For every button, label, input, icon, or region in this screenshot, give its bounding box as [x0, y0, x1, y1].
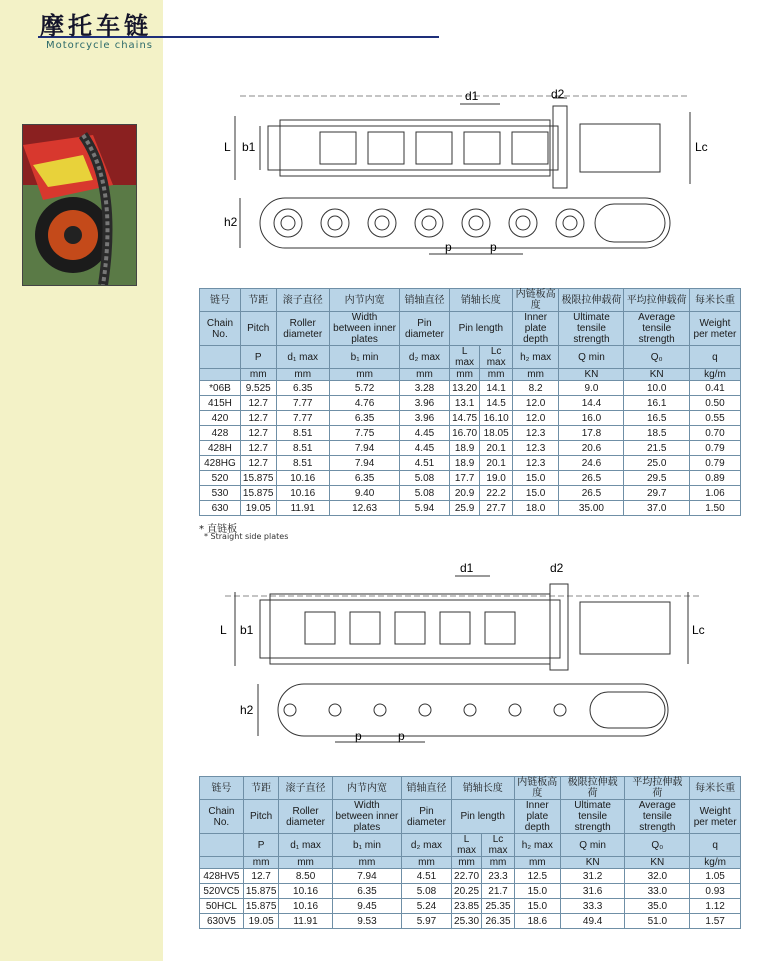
- header-en-4: Pin diameter: [402, 800, 451, 834]
- table-row: [200, 396, 741, 411]
- table-cell: 35.00: [559, 501, 624, 516]
- table-row: [200, 869, 741, 884]
- header-sym-9: q: [690, 834, 741, 857]
- h2-label: h2: [224, 215, 238, 229]
- table-cell: 630V5: [200, 914, 244, 929]
- table-cell: 1.05: [690, 869, 741, 884]
- table-row: [200, 456, 741, 471]
- table-cell: 11.91: [279, 914, 332, 929]
- header-cn-5: 销轴长度: [451, 777, 514, 800]
- header-unit-1: mm: [243, 857, 279, 869]
- table-cell: 10.16: [276, 486, 329, 501]
- table-cell: 3.96: [400, 396, 450, 411]
- table-cell: 16.5: [624, 411, 689, 426]
- table-cell: 9.40: [329, 486, 399, 501]
- header-en-1: Pitch: [240, 312, 276, 346]
- table-cell: 20.1: [480, 441, 512, 456]
- table-cell: 5.24: [402, 899, 451, 914]
- table-cell: 10.0: [624, 381, 689, 396]
- table-cell: 18.5: [624, 426, 689, 441]
- table-cell: 0.79: [689, 456, 740, 471]
- header-en-1: Pitch: [243, 800, 279, 834]
- Lc-label: Lc: [695, 140, 708, 154]
- header-cn-8: 平均拉伸载荷: [624, 289, 689, 312]
- header-cn-1: 节距: [240, 289, 276, 312]
- table-cell: 26.35: [482, 914, 514, 929]
- table-cell: 4.51: [402, 869, 451, 884]
- table-cell: 20.9: [449, 486, 480, 501]
- table-row: [200, 411, 741, 426]
- table-cell: 8.50: [279, 869, 332, 884]
- table-cell: 33.3: [560, 899, 625, 914]
- header-unit-6: mm: [512, 369, 559, 381]
- p-label-3: p: [355, 729, 362, 743]
- header-cn-5: 销轴长度: [449, 289, 512, 312]
- table-cell: 15.0: [512, 486, 559, 501]
- header-en-5: Pin length: [449, 312, 512, 346]
- table-cell: 15.0: [514, 884, 560, 899]
- table-cell: 12.7: [240, 426, 276, 441]
- table-cell: 3.96: [400, 411, 450, 426]
- table-cell: 24.6: [559, 456, 624, 471]
- table-row: [200, 884, 741, 899]
- table-cell: 35.0: [625, 899, 690, 914]
- header-cn-0: 链号: [200, 289, 241, 312]
- chain-diagram-1: [220, 86, 720, 266]
- table-cell: 0.41: [689, 381, 740, 396]
- table-cell: 12.3: [512, 426, 559, 441]
- table-cell: 1.12: [690, 899, 741, 914]
- header-sym-3: b₁ min: [332, 834, 402, 857]
- header-cn-0: 链号: [200, 777, 244, 800]
- table-cell: 22.2: [480, 486, 512, 501]
- header-en-8: Average tensile strength: [625, 800, 690, 834]
- table-cell: 21.5: [624, 441, 689, 456]
- header-unit-1: mm: [240, 369, 276, 381]
- table-cell: 428HV5: [200, 869, 244, 884]
- table-cell: 18.9: [449, 456, 480, 471]
- table-cell: 520: [200, 471, 241, 486]
- table-row: [200, 471, 741, 486]
- table-cell: 428H: [200, 441, 241, 456]
- table-cell: 16.0: [559, 411, 624, 426]
- table-cell: 15.875: [240, 486, 276, 501]
- note-cn: * 直链板: [199, 524, 238, 535]
- table-cell: 12.0: [512, 396, 559, 411]
- table-cell: 6.35: [329, 471, 399, 486]
- table-cell: 8.2: [512, 381, 559, 396]
- table-cell: 15.0: [514, 899, 560, 914]
- header-sym-4: d₂ max: [402, 834, 451, 857]
- header-cn-2: 滚子直径: [279, 777, 332, 800]
- header-sym-9: q: [689, 346, 740, 369]
- header-unit-8: KN: [625, 857, 690, 869]
- table-cell: 428: [200, 426, 241, 441]
- table-cell: 12.0: [512, 411, 559, 426]
- table-cell: 5.72: [329, 381, 399, 396]
- Lc-label-2: Lc: [692, 623, 705, 637]
- header-sym-1: P: [243, 834, 279, 857]
- table-cell: 3.28: [400, 381, 450, 396]
- table-cell: 15.875: [243, 884, 279, 899]
- table-cell: 31.6: [560, 884, 625, 899]
- table-cell: 25.35: [482, 899, 514, 914]
- L-label: L: [224, 140, 231, 154]
- table-cell: 7.94: [332, 869, 402, 884]
- table-cell: 9.53: [332, 914, 402, 929]
- table-cell: 16.70: [449, 426, 480, 441]
- table-cell: 420: [200, 411, 241, 426]
- table-cell: 630: [200, 501, 241, 516]
- header-sym-L: L max: [449, 346, 480, 369]
- header-cn-6: 内链板高度: [512, 289, 559, 312]
- table-cell: 18.9: [449, 441, 480, 456]
- header-sym-Lc: Lc max: [480, 346, 512, 369]
- header-cn-3: 内节内宽: [329, 289, 399, 312]
- table-cell: 1.06: [689, 486, 740, 501]
- header-en-7: Ultimate tensile strength: [560, 800, 625, 834]
- table-cell: 5.08: [402, 884, 451, 899]
- table-cell: 29.7: [624, 486, 689, 501]
- table-cell: 12.7: [240, 456, 276, 471]
- table-cell: 33.0: [625, 884, 690, 899]
- table-cell: 8.51: [276, 456, 329, 471]
- table-cell: 10.16: [279, 884, 332, 899]
- header-unit-7: KN: [559, 369, 624, 381]
- table-cell: 19.0: [480, 471, 512, 486]
- table-cell: 14.4: [559, 396, 624, 411]
- table-cell: 12.5: [514, 869, 560, 884]
- header-en-9: Weight per meter: [690, 800, 741, 834]
- table-cell: 16.10: [480, 411, 512, 426]
- header-en-7: Ultimate tensile strength: [559, 312, 624, 346]
- table-cell: 26.5: [559, 486, 624, 501]
- d2-label-2: d2: [550, 561, 564, 575]
- header-en-2: Roller diameter: [276, 312, 329, 346]
- header-cn-4: 销轴直径: [402, 777, 451, 800]
- header-en-9: Weight per meter: [689, 312, 740, 346]
- table-cell: 1.50: [689, 501, 740, 516]
- d1-label: d1: [465, 89, 479, 103]
- table-cell: 32.0: [625, 869, 690, 884]
- table-cell: 0.70: [689, 426, 740, 441]
- table-cell: 9.525: [240, 381, 276, 396]
- header-sym-1: P: [240, 346, 276, 369]
- p-label-4: p: [398, 729, 405, 743]
- header-unit-2: mm: [279, 857, 332, 869]
- table-cell: 25.0: [624, 456, 689, 471]
- header-sym-6: h₂ max: [514, 834, 560, 857]
- table-cell: 49.4: [560, 914, 625, 929]
- table-cell: 8.51: [276, 441, 329, 456]
- table-cell: 1.57: [690, 914, 741, 929]
- table-cell: 7.94: [329, 441, 399, 456]
- table-cell: 13.1: [449, 396, 480, 411]
- table-cell: 25.9: [449, 501, 480, 516]
- table-cell: 0.93: [690, 884, 741, 899]
- table-cell: 0.79: [689, 441, 740, 456]
- table-cell: 23.85: [451, 899, 482, 914]
- header-sym-8: Q₀: [625, 834, 690, 857]
- table-cell: 7.94: [329, 456, 399, 471]
- table-cell: 0.55: [689, 411, 740, 426]
- header-unit-0: [200, 369, 241, 381]
- header-unit-9: kg/m: [690, 857, 741, 869]
- table-cell: 0.89: [689, 471, 740, 486]
- table-cell: 14.75: [449, 411, 480, 426]
- table-cell: 18.05: [480, 426, 512, 441]
- table-cell: 5.94: [400, 501, 450, 516]
- table-cell: 11.91: [276, 501, 329, 516]
- header-unit-L: mm: [451, 857, 482, 869]
- page-subtitle: Motorcycle chains: [46, 40, 153, 51]
- table-cell: 14.5: [480, 396, 512, 411]
- page-title: 摩托车链: [40, 12, 152, 40]
- header-sym-8: Q₀: [624, 346, 689, 369]
- table-cell: 9.45: [332, 899, 402, 914]
- table-cell: 12.7: [240, 396, 276, 411]
- table-cell: 12.3: [512, 456, 559, 471]
- header-en-3: Width between inner plates: [329, 312, 399, 346]
- table-cell: 12.3: [512, 441, 559, 456]
- header-sym-2: d₁ max: [279, 834, 332, 857]
- header-en-8: Average tensile strength: [624, 312, 689, 346]
- table-cell: 10.16: [279, 899, 332, 914]
- table-cell: 20.1: [480, 456, 512, 471]
- header-cn-1: 节距: [243, 777, 279, 800]
- header-unit-0: [200, 857, 244, 869]
- table-cell: 9.0: [559, 381, 624, 396]
- table-cell: 5.08: [400, 486, 450, 501]
- table-cell: 18.6: [514, 914, 560, 929]
- header-cn-9: 每米长重: [690, 777, 741, 800]
- table-cell: 5.97: [402, 914, 451, 929]
- table-cell: 15.0: [512, 471, 559, 486]
- header-en-4: Pin diameter: [400, 312, 450, 346]
- table-cell: 12.7: [240, 441, 276, 456]
- table-cell: 428HG: [200, 456, 241, 471]
- header-cn-7: 极限拉伸载荷: [560, 777, 625, 800]
- table-cell: 0.50: [689, 396, 740, 411]
- header-en-0: Chain No.: [200, 312, 241, 346]
- table-cell: 20.25: [451, 884, 482, 899]
- table-cell: 4.76: [329, 396, 399, 411]
- header-cn-9: 每米长重: [689, 289, 740, 312]
- header-unit-2: mm: [276, 369, 329, 381]
- table-cell: 12.7: [243, 869, 279, 884]
- motorcycle-photo: [22, 124, 137, 286]
- header-sym-7: Q min: [559, 346, 624, 369]
- b1-label-2: b1: [240, 623, 254, 637]
- table-cell: 50HCL: [200, 899, 244, 914]
- header-sym-6: h₂ max: [512, 346, 559, 369]
- table-cell: 7.77: [276, 411, 329, 426]
- table-cell: 13.20: [449, 381, 480, 396]
- header-sym-Lc: Lc max: [482, 834, 514, 857]
- header-unit-8: KN: [624, 369, 689, 381]
- table-cell: 530: [200, 486, 241, 501]
- header-sym-L: L max: [451, 834, 482, 857]
- h2-label-2: h2: [240, 703, 254, 717]
- note-en: * Straight side plates: [204, 532, 289, 541]
- table-cell: 16.1: [624, 396, 689, 411]
- header-en-3: Width between inner plates: [332, 800, 402, 834]
- table-cell: 415H: [200, 396, 241, 411]
- header-unit-7: KN: [560, 857, 625, 869]
- header-sym-0: [200, 834, 244, 857]
- table-row: [200, 381, 741, 396]
- header-en-5: Pin length: [451, 800, 514, 834]
- table-cell: 18.0: [512, 501, 559, 516]
- table-cell: 6.35: [332, 884, 402, 899]
- table-row: [200, 426, 741, 441]
- table-row: [200, 486, 741, 501]
- chain-diagram-2: [220, 556, 720, 756]
- header-unit-Lc: mm: [480, 369, 512, 381]
- table-row: [200, 899, 741, 914]
- header-cn-8: 平均拉伸载荷: [625, 777, 690, 800]
- header-unit-4: mm: [400, 369, 450, 381]
- table-cell: 31.2: [560, 869, 625, 884]
- spec-table-2: [199, 776, 741, 929]
- table-cell: 19.05: [240, 501, 276, 516]
- table-cell: 15.875: [243, 899, 279, 914]
- header-cn-7: 极限拉伸载荷: [559, 289, 624, 312]
- table-cell: 6.35: [276, 381, 329, 396]
- header-unit-4: mm: [402, 857, 451, 869]
- table-cell: 51.0: [625, 914, 690, 929]
- table-cell: 21.7: [482, 884, 514, 899]
- header-sym-4: d₂ max: [400, 346, 450, 369]
- table-cell: 8.51: [276, 426, 329, 441]
- header-en-0: Chain No.: [200, 800, 244, 834]
- table-cell: 20.6: [559, 441, 624, 456]
- table-cell: 10.16: [276, 471, 329, 486]
- p-label-2: p: [490, 240, 497, 254]
- header-en-2: Roller diameter: [279, 800, 332, 834]
- table-cell: 12.7: [240, 411, 276, 426]
- header-cn-3: 内节内宽: [332, 777, 402, 800]
- table-cell: 4.45: [400, 441, 450, 456]
- table-cell: 29.5: [624, 471, 689, 486]
- table-row: [200, 441, 741, 456]
- table-cell: 17.8: [559, 426, 624, 441]
- table-cell: 5.08: [400, 471, 450, 486]
- d2-label: d2: [551, 87, 565, 101]
- table-cell: 15.875: [240, 471, 276, 486]
- header-cn-6: 内链板高度: [514, 777, 560, 800]
- table-cell: 25.30: [451, 914, 482, 929]
- table-cell: 12.63: [329, 501, 399, 516]
- table-cell: 19.05: [243, 914, 279, 929]
- header-cn-2: 滚子直径: [276, 289, 329, 312]
- header-sym-3: b₁ min: [329, 346, 399, 369]
- table-cell: 7.75: [329, 426, 399, 441]
- header-unit-3: mm: [329, 369, 399, 381]
- table-cell: 26.5: [559, 471, 624, 486]
- d1-label-2: d1: [460, 561, 474, 575]
- header-unit-6: mm: [514, 857, 560, 869]
- table-cell: *06B: [200, 381, 241, 396]
- header-sym-2: d₁ max: [276, 346, 329, 369]
- table-cell: 14.1: [480, 381, 512, 396]
- L-label-2: L: [220, 623, 227, 637]
- header-cn-4: 销轴直径: [400, 289, 450, 312]
- header-en-6: Inner plate depth: [512, 312, 559, 346]
- p-label-1: p: [445, 240, 452, 254]
- table-cell: 17.7: [449, 471, 480, 486]
- header-sym-7: Q min: [560, 834, 625, 857]
- header-unit-L: mm: [449, 369, 480, 381]
- header-en-6: Inner plate depth: [514, 800, 560, 834]
- table-cell: 27.7: [480, 501, 512, 516]
- table-cell: 37.0: [624, 501, 689, 516]
- table-cell: 4.45: [400, 426, 450, 441]
- header-sym-0: [200, 346, 241, 369]
- b1-label: b1: [242, 140, 256, 154]
- table-cell: 23.3: [482, 869, 514, 884]
- table-cell: 7.77: [276, 396, 329, 411]
- header-unit-3: mm: [332, 857, 402, 869]
- header-unit-Lc: mm: [482, 857, 514, 869]
- table-cell: 22.70: [451, 869, 482, 884]
- table-row: [200, 914, 741, 929]
- table-row: [200, 501, 741, 516]
- spec-table-1: [199, 288, 741, 516]
- table-cell: 4.51: [400, 456, 450, 471]
- table-cell: 520VC5: [200, 884, 244, 899]
- table-cell: 6.35: [329, 411, 399, 426]
- header-unit-9: kg/m: [689, 369, 740, 381]
